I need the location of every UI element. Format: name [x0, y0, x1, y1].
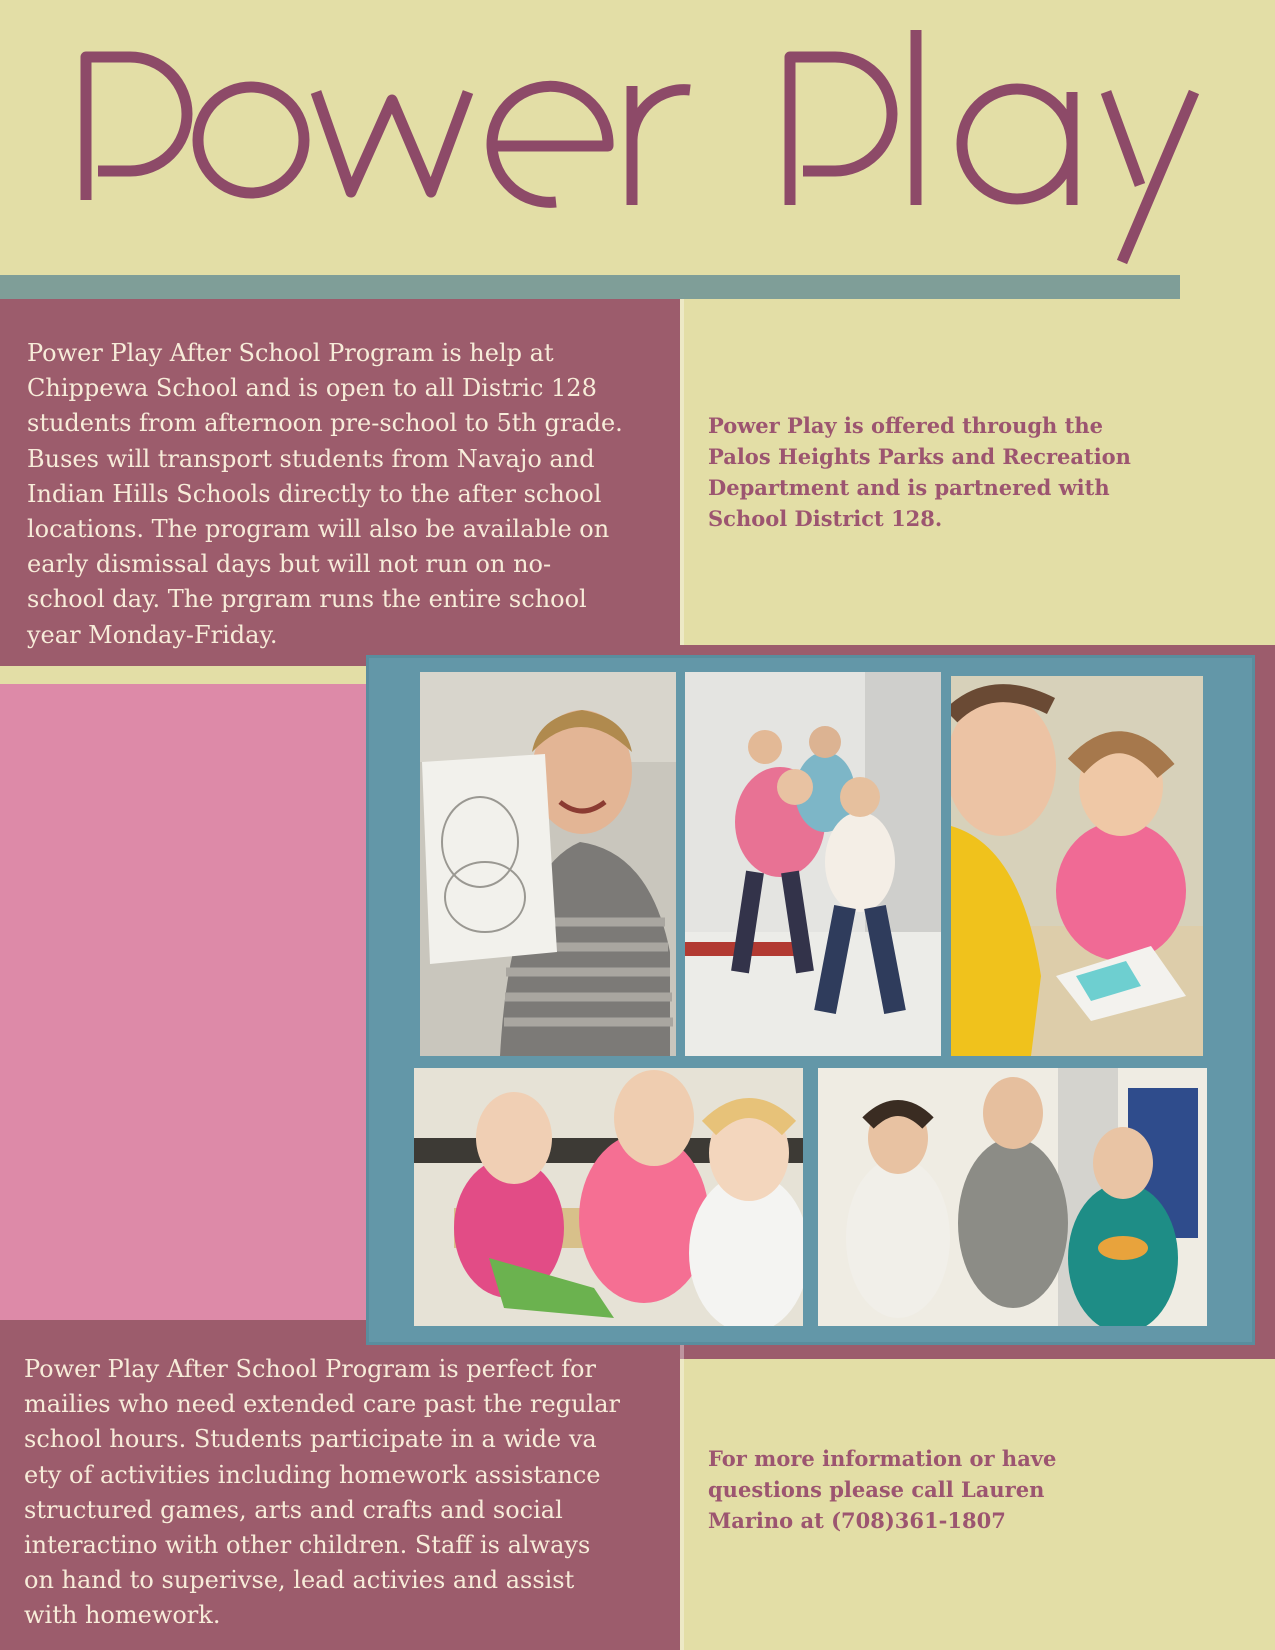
photo-girls-drawing: [951, 676, 1203, 1056]
column-divider-top: [680, 299, 684, 645]
title-lettering: [0, 0, 1275, 275]
title-divider-band: [0, 275, 1180, 299]
details-paragraph: Power Play After School Program is perfect for mailies who need extended care past the regular school hours. Students participate in a wide va ety of activities including homework assistance structured games, arts and crafts and social interactino with other children. Staff is always on hand to superivse, lead activies and assist with homework.: [24, 1355, 620, 1630]
contact-note: For more information or have questions please call Lauren Marino at (708)361-1807: [708, 1446, 1057, 1533]
photo-collage: [366, 655, 1255, 1345]
intro-paragraph: Power Play After School Program is help at Chippewa School and is open to all Distric 128 students from afternoon pre-school to 5th grade. Buses will transport students from Navajo and Indian Hills Schools directly to the after school locations. The program will also be available on early dismissal days but will not run on no-school day. The prgram runs the entire school year Monday-Friday.: [27, 339, 623, 649]
photo-three-boys: [818, 1068, 1207, 1326]
partner-note: Power Play is offered through the Palos Heights Parks and Recreation Department and is partnered with School District 128.: [708, 413, 1131, 531]
page-title: [0, 0, 1275, 275]
photo-three-girls-reading: [414, 1068, 803, 1326]
photo-boy-with-drawing: [420, 672, 676, 1056]
photo-group-posing: [685, 672, 941, 1056]
column-divider-bottom: [680, 1345, 684, 1650]
